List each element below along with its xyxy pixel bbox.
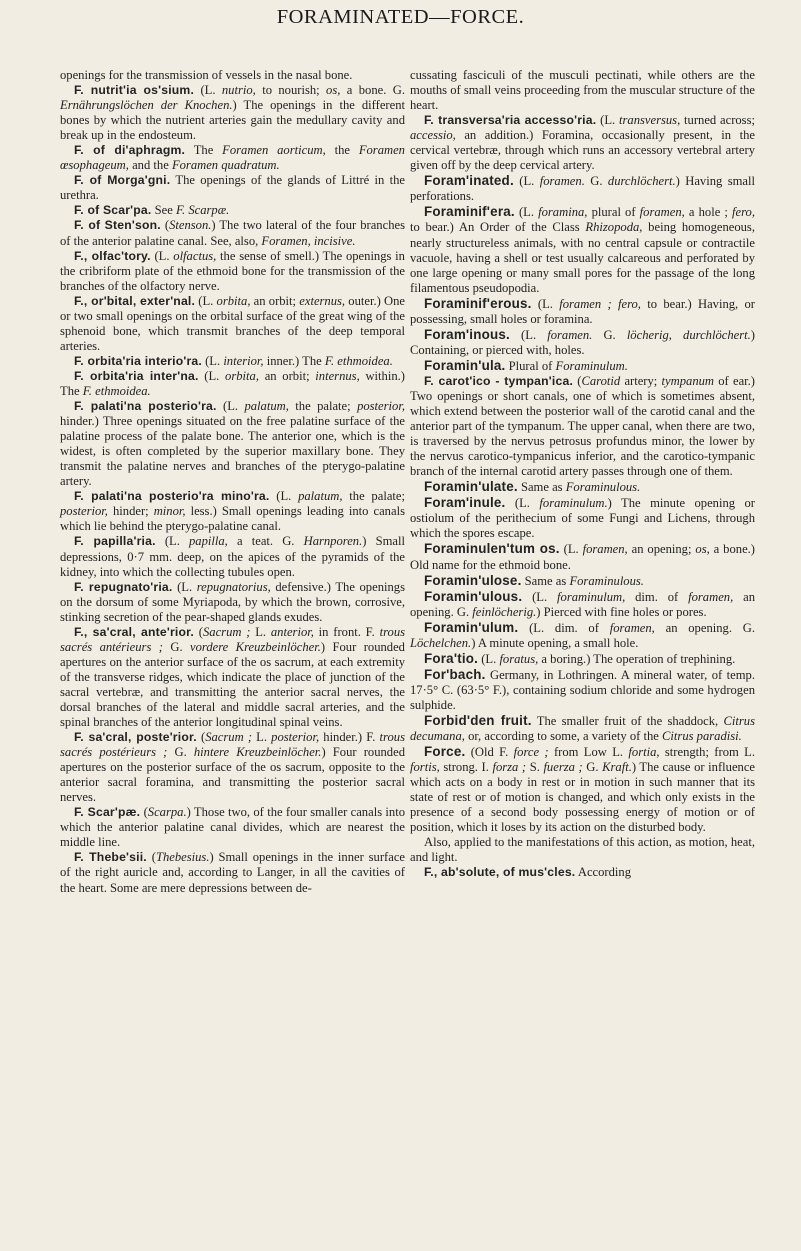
entry-subheadword: F. papilla'ria. <box>74 534 156 549</box>
entry-italic-text: orbita, <box>225 368 259 383</box>
entry-italic-text: foraminulum, <box>557 589 626 604</box>
dictionary-entry <box>60 83 405 143</box>
entry-headword: Forbid'den fruit. <box>424 712 532 728</box>
entry-italic-text: foramen. <box>539 174 585 189</box>
entry-text: plural of <box>587 205 640 220</box>
entry-italic-text: Rhizopoda, <box>585 220 643 235</box>
entry-text: S. <box>526 760 544 775</box>
entry-italic-text: Sacrum ; <box>203 624 251 639</box>
entry-italic-text: foratus, <box>499 651 539 666</box>
entry-headword: Foram'inated. <box>424 173 514 189</box>
entry-headword: For'bach. <box>424 666 486 682</box>
entry-text: See <box>151 203 176 218</box>
entry-text: ( <box>194 624 203 639</box>
entry-text: ( <box>160 218 170 233</box>
entry-italic-text: F. Scarpæ. <box>175 203 230 218</box>
entry-italic-text: Kraft. <box>602 760 632 775</box>
entry-italic-text: Scarpa. <box>147 805 187 820</box>
entry-text: (L. <box>478 651 500 666</box>
entry-text: ) The two lateral of the four branches of the anterior palatine canal. See, also, <box>60 218 405 248</box>
dictionary-entry <box>60 399 405 489</box>
dictionary-entry <box>410 713 755 744</box>
entry-text: (L. <box>522 589 558 604</box>
entry-text: ) Small openings in the inner surface of the right auricle and, according to Langer, in all the cavities of the heart. Some are mere depressions between de- <box>60 850 405 895</box>
entry-italic-text: foramen, <box>639 205 685 220</box>
dictionary-entry <box>60 143 405 173</box>
entry-italic-text: Thebesius. <box>155 850 210 865</box>
entry-italic-text: trous sacrés antérieurs ; <box>60 624 406 654</box>
dictionary-entry <box>60 369 405 399</box>
entry-text: L. <box>252 730 272 745</box>
entry-text: G. <box>592 327 627 342</box>
entry-subheadword: F. repugnato'ria. <box>74 579 173 594</box>
entry-italic-text: Stenson. <box>169 218 212 233</box>
entry-text: Plural of <box>505 358 556 373</box>
dictionary-entry <box>410 173 755 204</box>
entry-text: artery; <box>620 373 662 388</box>
entry-italic-text: Foramen œsophageum, <box>60 143 405 173</box>
entry-text: ) Containing, or pierced with, holes. <box>410 327 755 357</box>
entry-text: to nourish; <box>255 83 327 98</box>
entry-italic-text: olfactus, <box>173 248 217 263</box>
entry-headword: Fora'tio. <box>424 650 479 666</box>
dictionary-entry <box>60 625 405 730</box>
entry-text: and the <box>128 158 172 173</box>
dictionary-entry <box>410 327 755 358</box>
entry-text: (L. <box>150 248 174 263</box>
entry-text: turned across; <box>680 113 755 128</box>
dictionary-entry <box>410 620 755 651</box>
entry-italic-text: interior, <box>223 353 264 368</box>
entry-text: ) A minute opening, a small hole. <box>471 635 639 650</box>
entry-italic-text: Foramen quadratum. <box>171 158 280 173</box>
entry-text: hinder; <box>107 504 154 519</box>
right-column <box>410 68 755 880</box>
entry-headword: Foram'inule. <box>424 495 506 511</box>
entry-text: (L. <box>531 296 560 311</box>
entry-text: an opening. G. <box>654 620 755 635</box>
entry-text: an opening; <box>627 542 696 557</box>
entry-subheadword: F. of Morga'gni. <box>74 173 171 188</box>
entry-subheadword: F. of di'aphragm. <box>74 143 186 158</box>
dictionary-entry <box>60 249 405 294</box>
entry-text: ) Small depressions, 0·7 mm. deep, on the apices of the pyramids of the kidney, into which the collecting tubules open. <box>60 534 405 579</box>
entry-italic-text: posterior, <box>357 399 405 414</box>
entry-subheadword: F. Scar'pæ. <box>74 805 141 820</box>
entry-italic-text: internus, <box>315 368 360 383</box>
entry-subheadword: F., sa'cral, ante'rior. <box>74 624 195 639</box>
entry-text: (L. <box>559 542 583 557</box>
entry-text: from Low L. <box>548 745 629 760</box>
dictionary-entry <box>60 68 405 83</box>
entry-text: a bone.) Old name for the ethmoid bone. <box>410 542 755 572</box>
entry-text: being homogeneous, nearly structureless animals, with no central capsule or contractile vacuole, having a shell or test usually calcareous and perforated by one large opening or many small pores for the passage of the long filamentous pseudopodia. <box>410 220 755 295</box>
entry-italic-text: papilla, <box>189 534 228 549</box>
dictionary-entry <box>60 850 405 895</box>
entry-subheadword: F. palati'na posterio'ra mino'ra. <box>74 489 270 504</box>
entry-text: (L. <box>514 205 539 220</box>
entry-italic-text: nutrio, <box>221 83 256 98</box>
entry-italic-text: feinlöcherig. <box>472 604 537 619</box>
entry-text: G. <box>167 745 194 760</box>
page-header: FORAMINATED—FORCE. <box>276 6 525 28</box>
entry-subheadword: F., or'bital, exter'nal. <box>74 293 196 308</box>
entry-italic-text: palatum, <box>298 489 343 504</box>
entry-text: a bone. G. <box>340 83 405 98</box>
entry-text: ) Those two, of the four smaller canals into which the anterior palatine canal divides, which are nearest the middle line. <box>60 805 406 850</box>
entry-italic-text: Foraminulous. <box>565 480 641 495</box>
entry-italic-text: Ernährungslöchen der Knochen. <box>60 98 233 113</box>
entry-italic-text: repugnatorius, <box>196 579 271 594</box>
entry-italic-text: foramen, <box>582 542 628 557</box>
entry-text: ) The openings in the different bones by which the nutrient arteries gain the medullary cavity and break up in the endosteum. <box>60 98 405 143</box>
entry-italic-text: tympanum <box>661 373 715 388</box>
entry-italic-text: Sacrum ; <box>205 730 253 745</box>
entry-text: the <box>325 143 359 158</box>
entry-text: According <box>575 865 631 880</box>
entry-subheadword: F. sa'cral, poste'rior. <box>74 730 197 745</box>
entry-text: ( <box>140 805 148 820</box>
entry-subheadword: F. of Scar'pa. <box>74 203 152 218</box>
entry-headword: Foramin'ulum. <box>424 619 519 635</box>
dictionary-entry <box>410 113 755 173</box>
left-column <box>60 68 405 896</box>
entry-italic-text: foramen. <box>547 327 593 342</box>
entry-text: (L. <box>201 353 224 368</box>
dictionary-entry <box>410 667 755 713</box>
entry-italic-text: foramen, <box>609 620 655 635</box>
entry-italic-text: hintere Kreuzbeinlöcher. <box>193 745 322 760</box>
entry-italic-text: Foramen, incisive. <box>261 233 356 248</box>
entry-italic-text: force ; <box>513 745 549 760</box>
dictionary-entry <box>410 573 755 589</box>
entry-italic-text: minor, <box>153 504 186 519</box>
entry-italic-text: foramen ; fero, <box>559 296 641 311</box>
entry-text: (L. <box>155 534 189 549</box>
entry-italic-text: Harnporen. <box>303 534 363 549</box>
entry-italic-text: fortia, <box>628 745 660 760</box>
entry-italic-text: durchlöchert. <box>607 174 676 189</box>
entry-text: ) Four rounded apertures on the posterior surface of the os sacrum, opposite to the anterior sacral foramina, and transmitting the posterior sacral nerves. <box>60 745 405 805</box>
entry-italic-text: Citrus decumana, <box>410 713 755 744</box>
entry-italic-text: Löchelchen. <box>410 635 472 650</box>
entry-text: ) Four rounded apertures on the anterior surface of the os sacrum, at each extremity of the transverse ridges, which indicate the place of junction of the sacral vertebræ, and transmitting the anterior sacral nerves, the dorsal branches of the lateral and middle sacral arteries, and the spinal branches of the anterior longitudinal spinal veins. <box>60 639 405 730</box>
entry-subheadword: F. palati'na posterio'ra. <box>74 399 217 414</box>
dictionary-entry <box>60 534 405 579</box>
entry-text: the palate; <box>342 489 405 504</box>
entry-italic-text: accessio, <box>410 128 456 143</box>
entry-text: inner.) The <box>263 353 325 368</box>
entry-text: Same as <box>521 573 570 588</box>
entry-text: the palate; <box>288 399 358 414</box>
entry-text: openings for the transmission of vessels in the nasal bone. <box>60 68 353 82</box>
entry-text: ( <box>196 730 206 745</box>
dictionary-entry <box>60 805 405 850</box>
entry-italic-text: foraminulum. <box>539 496 608 511</box>
entry-italic-text: fuerza ; <box>543 760 583 775</box>
entry-subheadword: F. of Sten'son. <box>74 218 161 233</box>
entry-italic-text: F. ethmoidea. <box>82 383 151 398</box>
dictionary-entry <box>410 541 755 572</box>
dictionary-entry <box>410 204 755 295</box>
entry-italic-text: fero, <box>732 205 755 220</box>
entry-italic-text: löcherig, durchlöchert. <box>626 327 751 342</box>
entry-subheadword: F., ab'solute, of mus'cles. <box>424 865 576 880</box>
entry-text: ( <box>573 373 582 388</box>
entry-italic-text: foramen, <box>688 589 734 604</box>
entry-text: less.) Small openings leading into canals which lie behind the pterygo-palatine canal. <box>60 504 405 534</box>
entry-headword: Force. <box>424 744 466 760</box>
entry-headword: Foramin'ulose. <box>424 572 522 588</box>
dictionary-entry <box>60 730 405 805</box>
dictionary-entry <box>60 489 405 534</box>
dictionary-entry <box>410 296 755 327</box>
entry-headword: Foramin'ulous. <box>424 588 523 604</box>
entry-text: Also, applied to the manifestations of this action, as motion, heat, and light. <box>410 835 755 865</box>
entry-italic-text: posterior, <box>271 730 320 745</box>
entry-italic-text: F. ethmoidea. <box>324 353 393 368</box>
dictionary-entry <box>410 358 755 374</box>
dictionary-entry <box>410 744 755 835</box>
entry-text: a boring.) The operation of trephining. <box>538 651 736 666</box>
entry-text: (Old F. <box>465 745 514 760</box>
entry-subheadword: F. Thebe'sii. <box>74 850 147 865</box>
entry-text: The openings of the glands of Littré in the urethra. <box>60 173 405 203</box>
entry-text: or, according to some, a variety of the <box>464 729 663 744</box>
entry-italic-text: forza ; <box>492 760 527 775</box>
entry-text: (L. <box>269 489 299 504</box>
entry-text: to bear.) An Order of the Class <box>410 220 586 235</box>
entry-headword: Foramin'ula. <box>424 357 506 373</box>
dictionary-entry <box>410 68 755 113</box>
entry-text: to bear.) Having, or possessing, small holes or foramina. <box>410 296 755 326</box>
dictionary-entry <box>60 203 405 218</box>
entry-headword: Foram'inous. <box>424 326 510 342</box>
entry-text: G. <box>582 760 603 775</box>
entry-italic-text: vordere Kreuzbeinlöcher. <box>190 639 321 654</box>
entry-headword: Foraminif'erous. <box>424 295 532 311</box>
entry-subheadword: F., olfac'tory. <box>74 248 151 263</box>
entry-text: outer.) One or two small openings on the orbital surface of the great wing of the sphenoid bone, which transmit branches of the deep temporal arteries. <box>60 293 405 353</box>
entry-text: (L. <box>195 293 217 308</box>
dictionary-entry <box>410 651 755 667</box>
entry-text: an addition.) Foramina, occasionally present, in the cervical vertebræ, through which runs an accessory vertebral artery given off by the deep cervical artery. <box>410 128 755 173</box>
entry-subheadword: F. carot'ico - tympan'ica. <box>424 373 574 388</box>
entry-italic-text: trous sacrés postérieurs ; <box>60 730 405 760</box>
entry-italic-text: orbita, <box>216 293 251 308</box>
entry-text: (L. <box>505 496 540 511</box>
entry-text: (L. <box>172 579 197 594</box>
entry-text: (L. <box>194 83 222 98</box>
dictionary-entry <box>60 294 405 354</box>
entry-text: within.) The <box>60 368 405 398</box>
entry-text: strength; from L. <box>659 745 755 760</box>
entry-text: G. <box>584 174 608 189</box>
entry-text: an opening. G. <box>410 589 755 619</box>
entry-text: (L. <box>596 113 619 128</box>
entry-text: The smaller fruit of the shaddock, <box>531 713 724 728</box>
dictionary-entry <box>60 580 405 625</box>
entry-text: a teat. G. <box>227 534 304 549</box>
entry-headword: Foramin'ulate. <box>424 479 518 495</box>
entry-subheadword: F. orbita'ria interio'ra. <box>74 353 202 368</box>
entry-text: ) The cause or influence which acts on a body in rest or in motion in such manner that its state of rest or of motion is changed, and which only exists in the presence of a second body possessing energy of motion or of position, which it loses by its action on the disturbed body. <box>410 760 756 835</box>
entry-italic-text: externus, <box>299 293 346 308</box>
entry-text: (L. <box>198 368 226 383</box>
entry-italic-text: os, <box>326 83 341 98</box>
entry-text: ( <box>146 850 156 865</box>
entry-text: ) Having small perforations. <box>410 174 755 204</box>
entry-subheadword: F. orbita'ria inter'na. <box>74 368 199 383</box>
entry-text: defensive.) The openings on the dorsum of some Myriapoda, by which the brown, corrosive, stinking secretion of the pear-shaped glands exudes. <box>60 579 405 624</box>
dictionary-entry <box>60 354 405 369</box>
entry-text: ) Pierced with fine holes or pores. <box>536 604 707 619</box>
entry-subheadword: F. transversa'ria accesso'ria. <box>424 113 597 128</box>
entry-italic-text: Carotid <box>581 373 621 388</box>
entry-text: (L. dim. of <box>518 620 610 635</box>
entry-text: The <box>185 143 223 158</box>
entry-text: cussating fasciculi of the musculi pectinati, while others are the mouths of small veins proceeding from the muscular structure of the heart. <box>410 68 755 113</box>
entry-text: dim. of <box>625 589 689 604</box>
entry-italic-text: foramina, <box>538 205 588 220</box>
entry-italic-text: Foramen aorticum, <box>222 143 326 158</box>
dictionary-entry <box>410 835 755 865</box>
entry-italic-text: posterior, <box>60 504 108 519</box>
entry-italic-text: Foraminulous. <box>569 573 644 588</box>
entry-text: (L. <box>513 174 540 189</box>
entry-text: a hole ; <box>684 205 733 220</box>
dictionary-entry <box>60 173 405 203</box>
entry-text: G. <box>162 639 191 654</box>
entry-text: Germany, in Lothringen. A mineral water, of temp. 17·5° C. (63·5° F.), containing sodium chloride and some hydrogen sulphide. <box>410 667 755 712</box>
entry-subheadword: F. nutrit'ia os'sium. <box>74 83 195 98</box>
entry-text: hinder.) F. <box>319 730 380 745</box>
entry-text: in front. F. <box>313 624 380 639</box>
entry-text: L. <box>250 624 271 639</box>
dictionary-entry <box>410 479 755 495</box>
entry-italic-text: Citrus paradisi. <box>662 729 742 744</box>
entry-headword: Foraminulen'tum os. <box>424 541 560 557</box>
entry-italic-text: palatum, <box>244 399 289 414</box>
entry-text: Same as <box>517 480 566 495</box>
dictionary-entry <box>410 589 755 620</box>
entry-text: (L. <box>216 399 245 414</box>
entry-text: hinder.) Three openings situated on the free palatine surface of the palatine process of the palate bone. The anterior one, which is the widest, is often completed by the superior maxillary bone. They transmit the palatine nerves and branches of the pterygo-palatine artery. <box>60 414 405 489</box>
entry-text: an orbit; <box>258 368 316 383</box>
entry-headword: Foraminif'era. <box>424 204 515 220</box>
entry-text: the sense of smell.) The openings in the cribriform plate of the ethmoid bone for the transmission of the branches of the olfactory nerve. <box>60 248 405 293</box>
entry-italic-text: fortis, <box>410 760 440 775</box>
entry-text: (L. <box>509 327 548 342</box>
entry-italic-text: transversus, <box>619 113 681 128</box>
entry-italic-text: anterior, <box>270 624 314 639</box>
entry-text: ) The minute opening or ostiolum of the perithecium of some Fungi and Lichens, through which the spores escape. <box>410 496 755 541</box>
dictionary-entry <box>60 218 405 248</box>
entry-text: strong. I. <box>439 760 493 775</box>
entry-text: of ear.) Two openings or short canals, one of which is sometimes absent, which extend between the posterior wall of the carotid canal and the anterior part of the tympanum. The upper canal, when there are two, is traversed by the nervus petrosus profundus minor, the lower by the nervus carotico-tympanicus inferior, and the carotico-tympanic branch of the internal carotid artery passes through one of them. <box>410 373 755 479</box>
entry-italic-text: os, <box>695 542 710 557</box>
entry-italic-text: Foraminulum. <box>555 358 628 373</box>
dictionary-entry <box>410 495 755 541</box>
dictionary-entry <box>410 374 755 479</box>
entry-text: an orbit; <box>250 293 300 308</box>
dictionary-entry <box>410 865 755 880</box>
